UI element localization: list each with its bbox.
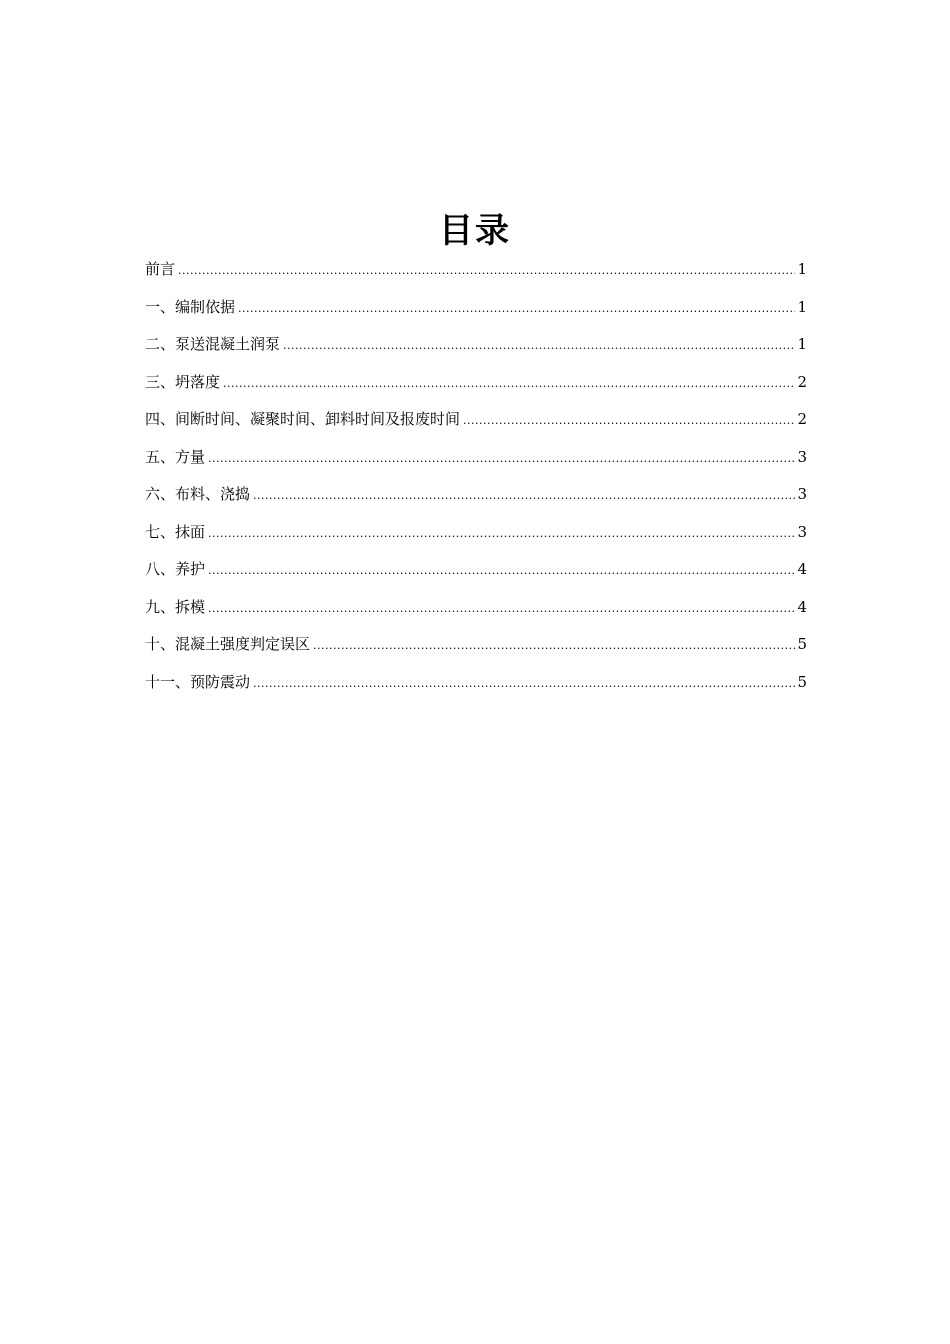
- toc-dot-leader: [208, 556, 795, 586]
- toc-dot-leader: [238, 294, 795, 324]
- toc-dot-leader: [283, 331, 795, 361]
- toc-entry-page: 1: [797, 297, 807, 316]
- toc-entry-label: 四、间断时间、凝聚时间、卸料时间及报废时间: [145, 410, 461, 428]
- toc-entry[interactable]: [145, 629, 807, 667]
- toc-entry-page: 5: [797, 672, 807, 691]
- toc-entry-label: 九、拆模: [145, 597, 206, 616]
- toc-entry[interactable]: [145, 329, 807, 367]
- toc-entry-page: 1: [797, 335, 807, 353]
- toc-entry-page: 2: [797, 372, 807, 391]
- toc-entry-label: 一、编制依据: [145, 297, 236, 316]
- toc-entry-label: 二、泵送混凝土润泵: [145, 335, 281, 353]
- toc-entry[interactable]: [145, 254, 807, 292]
- toc-list: [145, 254, 807, 704]
- toc-entry[interactable]: [145, 442, 807, 480]
- toc-entry-page: 3: [797, 485, 807, 503]
- toc-dot-leader: [253, 481, 795, 511]
- toc-entry-page: 4: [797, 597, 807, 616]
- toc-entry-label: 前言: [145, 260, 176, 278]
- toc-dot-leader: [463, 406, 795, 436]
- toc-dot-leader: [208, 594, 795, 624]
- toc-entry-page: 5: [797, 635, 807, 653]
- toc-entry-label: 六、布料、浇捣: [145, 485, 251, 503]
- toc-dot-leader: [178, 256, 795, 286]
- toc-entry[interactable]: [145, 592, 807, 630]
- toc-entry[interactable]: [145, 517, 807, 555]
- toc-entry-page: 2: [797, 410, 807, 428]
- toc-entry-label: 五、方量: [145, 447, 206, 466]
- toc-entry-page: 1: [797, 260, 807, 278]
- toc-dot-leader: [253, 669, 795, 699]
- toc-dot-leader: [208, 519, 795, 549]
- toc-entry[interactable]: [145, 367, 807, 405]
- toc-entry[interactable]: [145, 479, 807, 517]
- toc-entry-label: 七、抹面: [145, 522, 206, 541]
- toc-entry[interactable]: [145, 554, 807, 592]
- toc-entry[interactable]: [145, 667, 807, 705]
- toc-title: 目录: [439, 210, 511, 251]
- toc-entry[interactable]: [145, 292, 807, 330]
- toc-entry-label: 八、养护: [145, 560, 206, 578]
- toc-entry-page: 4: [797, 560, 807, 578]
- toc-dot-leader: [208, 444, 795, 474]
- toc-entry-page: 3: [797, 522, 807, 541]
- toc-entry-page: 3: [797, 447, 807, 466]
- toc-entry-label: 三、坍落度: [145, 372, 221, 391]
- toc-entry-label: 十、混凝土强度判定误区: [145, 635, 311, 653]
- toc-entry[interactable]: [145, 404, 807, 442]
- toc-dot-leader: [313, 631, 795, 661]
- toc-entry-label: 十一、预防震动: [145, 672, 251, 691]
- toc-dot-leader: [223, 369, 795, 399]
